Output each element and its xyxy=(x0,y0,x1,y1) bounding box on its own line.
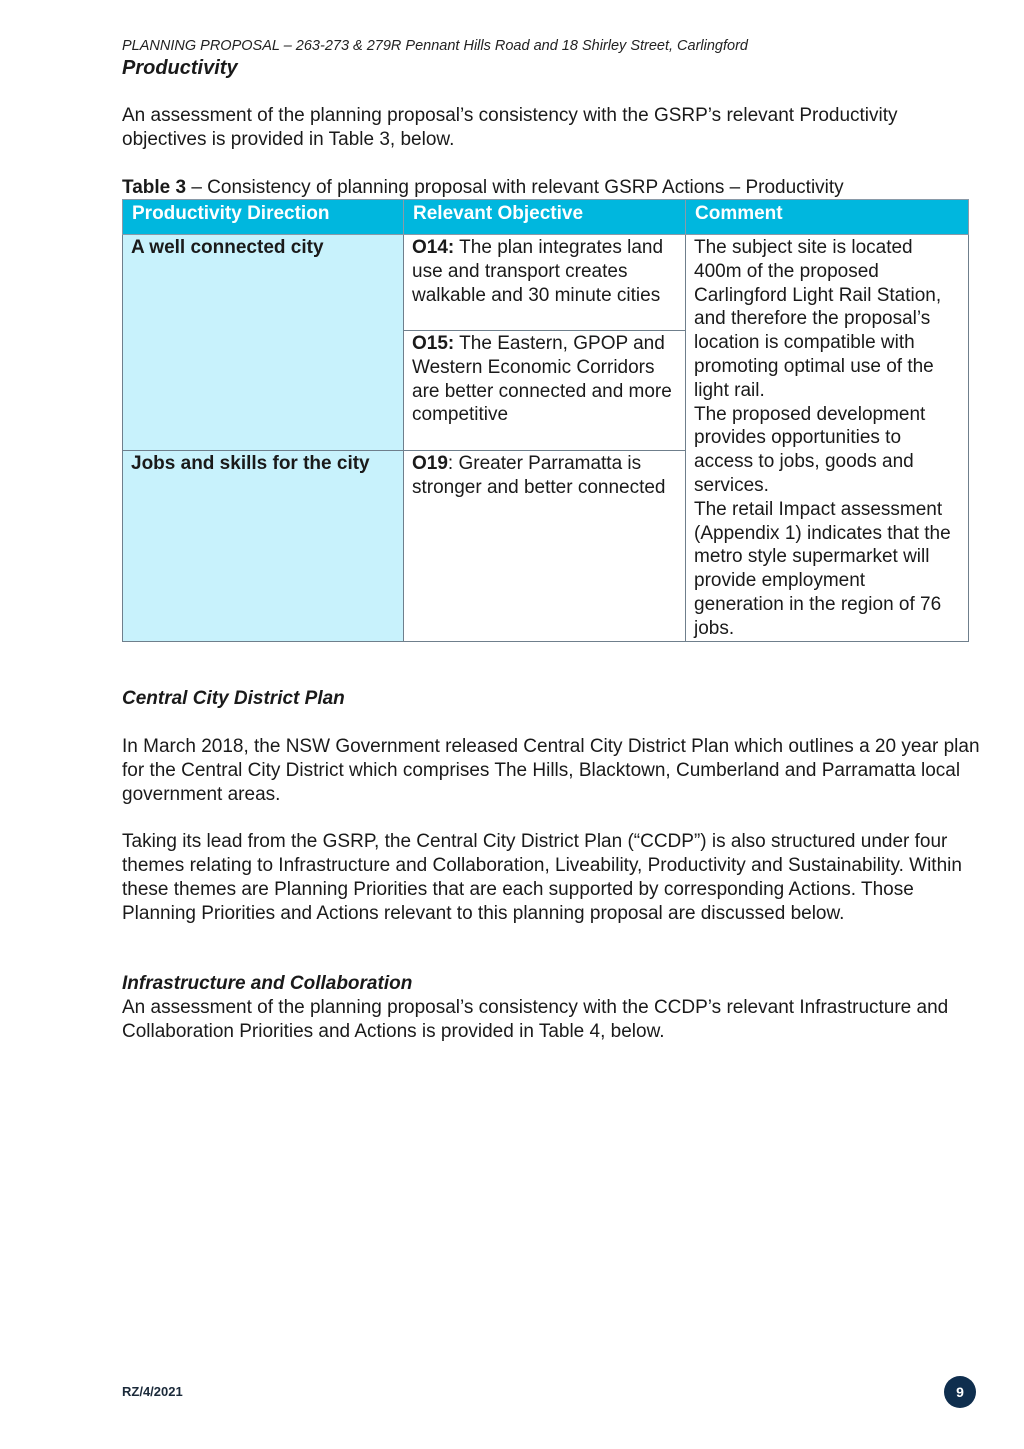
comment-paragraph: The subject site is located 400m of the proposed Carlingford Light Rail Station, and therefore the proposal’s location is compatible with promoting optimal use of the light rail. xyxy=(694,237,942,401)
col-header-direction: Productivity Direction xyxy=(123,200,404,235)
col-header-comment: Comment xyxy=(686,200,969,235)
direction-cell-connected-city: A well connected city xyxy=(123,235,404,451)
infrastructure-heading: Infrastructure and Collaboration xyxy=(122,973,413,994)
table-row xyxy=(123,235,969,331)
productivity-intro: An assessment of the planning proposal’s consistency with the GSRP’s relevant Productivity objectives is provided in Table 3, below. xyxy=(122,105,898,150)
table3-caption xyxy=(122,177,844,199)
col-header-objective: Relevant Objective xyxy=(404,200,686,235)
objective-text: The Eastern, GPOP and Western Economic Corridors are better connected and more competitive xyxy=(412,333,672,426)
comment-paragraph: The proposed development provides opportunities to access to jobs, goods and services. xyxy=(694,403,926,496)
infrastructure-paragraph: An assessment of the planning proposal’s consistency with the CCDP’s relevant Infrastructure and Collaboration Priorities and Actions is provided in Table 4, below. xyxy=(122,997,949,1042)
objective-cell-o19 xyxy=(404,451,686,642)
comment-paragraph: The retail Impact assessment (Appendix 1) indicates that the metro style supermarket will provide employment generation in the region of 76 jobs. xyxy=(694,498,951,639)
page-number-badge: 9 xyxy=(944,1376,976,1408)
objective-cell-o15 xyxy=(404,331,686,451)
ccdp-paragraph-1: In March 2018, the NSW Government released Central City District Plan which outlines a 20 year plan for the Central City District which comprises The Hills, Blacktown, Cumberland and Parramatta local government areas. xyxy=(122,736,980,805)
productivity-heading: Productivity xyxy=(122,57,238,79)
ccdp-heading: Central City District Plan xyxy=(122,688,345,709)
table3-caption-label: Table 3 xyxy=(122,177,187,198)
table3-header-row xyxy=(123,200,969,235)
objective-code: O15: xyxy=(412,333,455,354)
objective-code: O19 xyxy=(412,453,448,474)
direction-cell-jobs-skills: Jobs and skills for the city xyxy=(123,451,404,642)
running-header: PLANNING PROPOSAL – 263-273 & 279R Pennant Hills Road and 18 Shirley Street, Carlingford xyxy=(122,38,748,54)
comment-cell xyxy=(686,235,969,642)
table3-caption-text: – Consistency of planning proposal with relevant GSRP Actions – Productivity xyxy=(186,177,844,198)
objective-cell-o14 xyxy=(404,235,686,331)
ccdp-paragraph-2: Taking its lead from the GSRP, the Central City District Plan (“CCDP”) is also structured under four themes relating to Infrastructure and Collaboration, Liveability, Productivity and Sustainability. Within these themes are Planning Priorities that are each supported by corresponding Actions. Those Planning Priorities and Actions relevant to this planning proposal are discussed below. xyxy=(122,831,962,924)
table3 xyxy=(122,199,969,642)
objective-text: : Greater Parramatta is stronger and better connected xyxy=(412,453,666,498)
objective-text: The plan integrates land use and transport creates walkable and 30 minute cities xyxy=(412,237,664,306)
objective-code: O14: xyxy=(412,237,455,258)
document-reference: RZ/4/2021 xyxy=(122,1384,183,1399)
